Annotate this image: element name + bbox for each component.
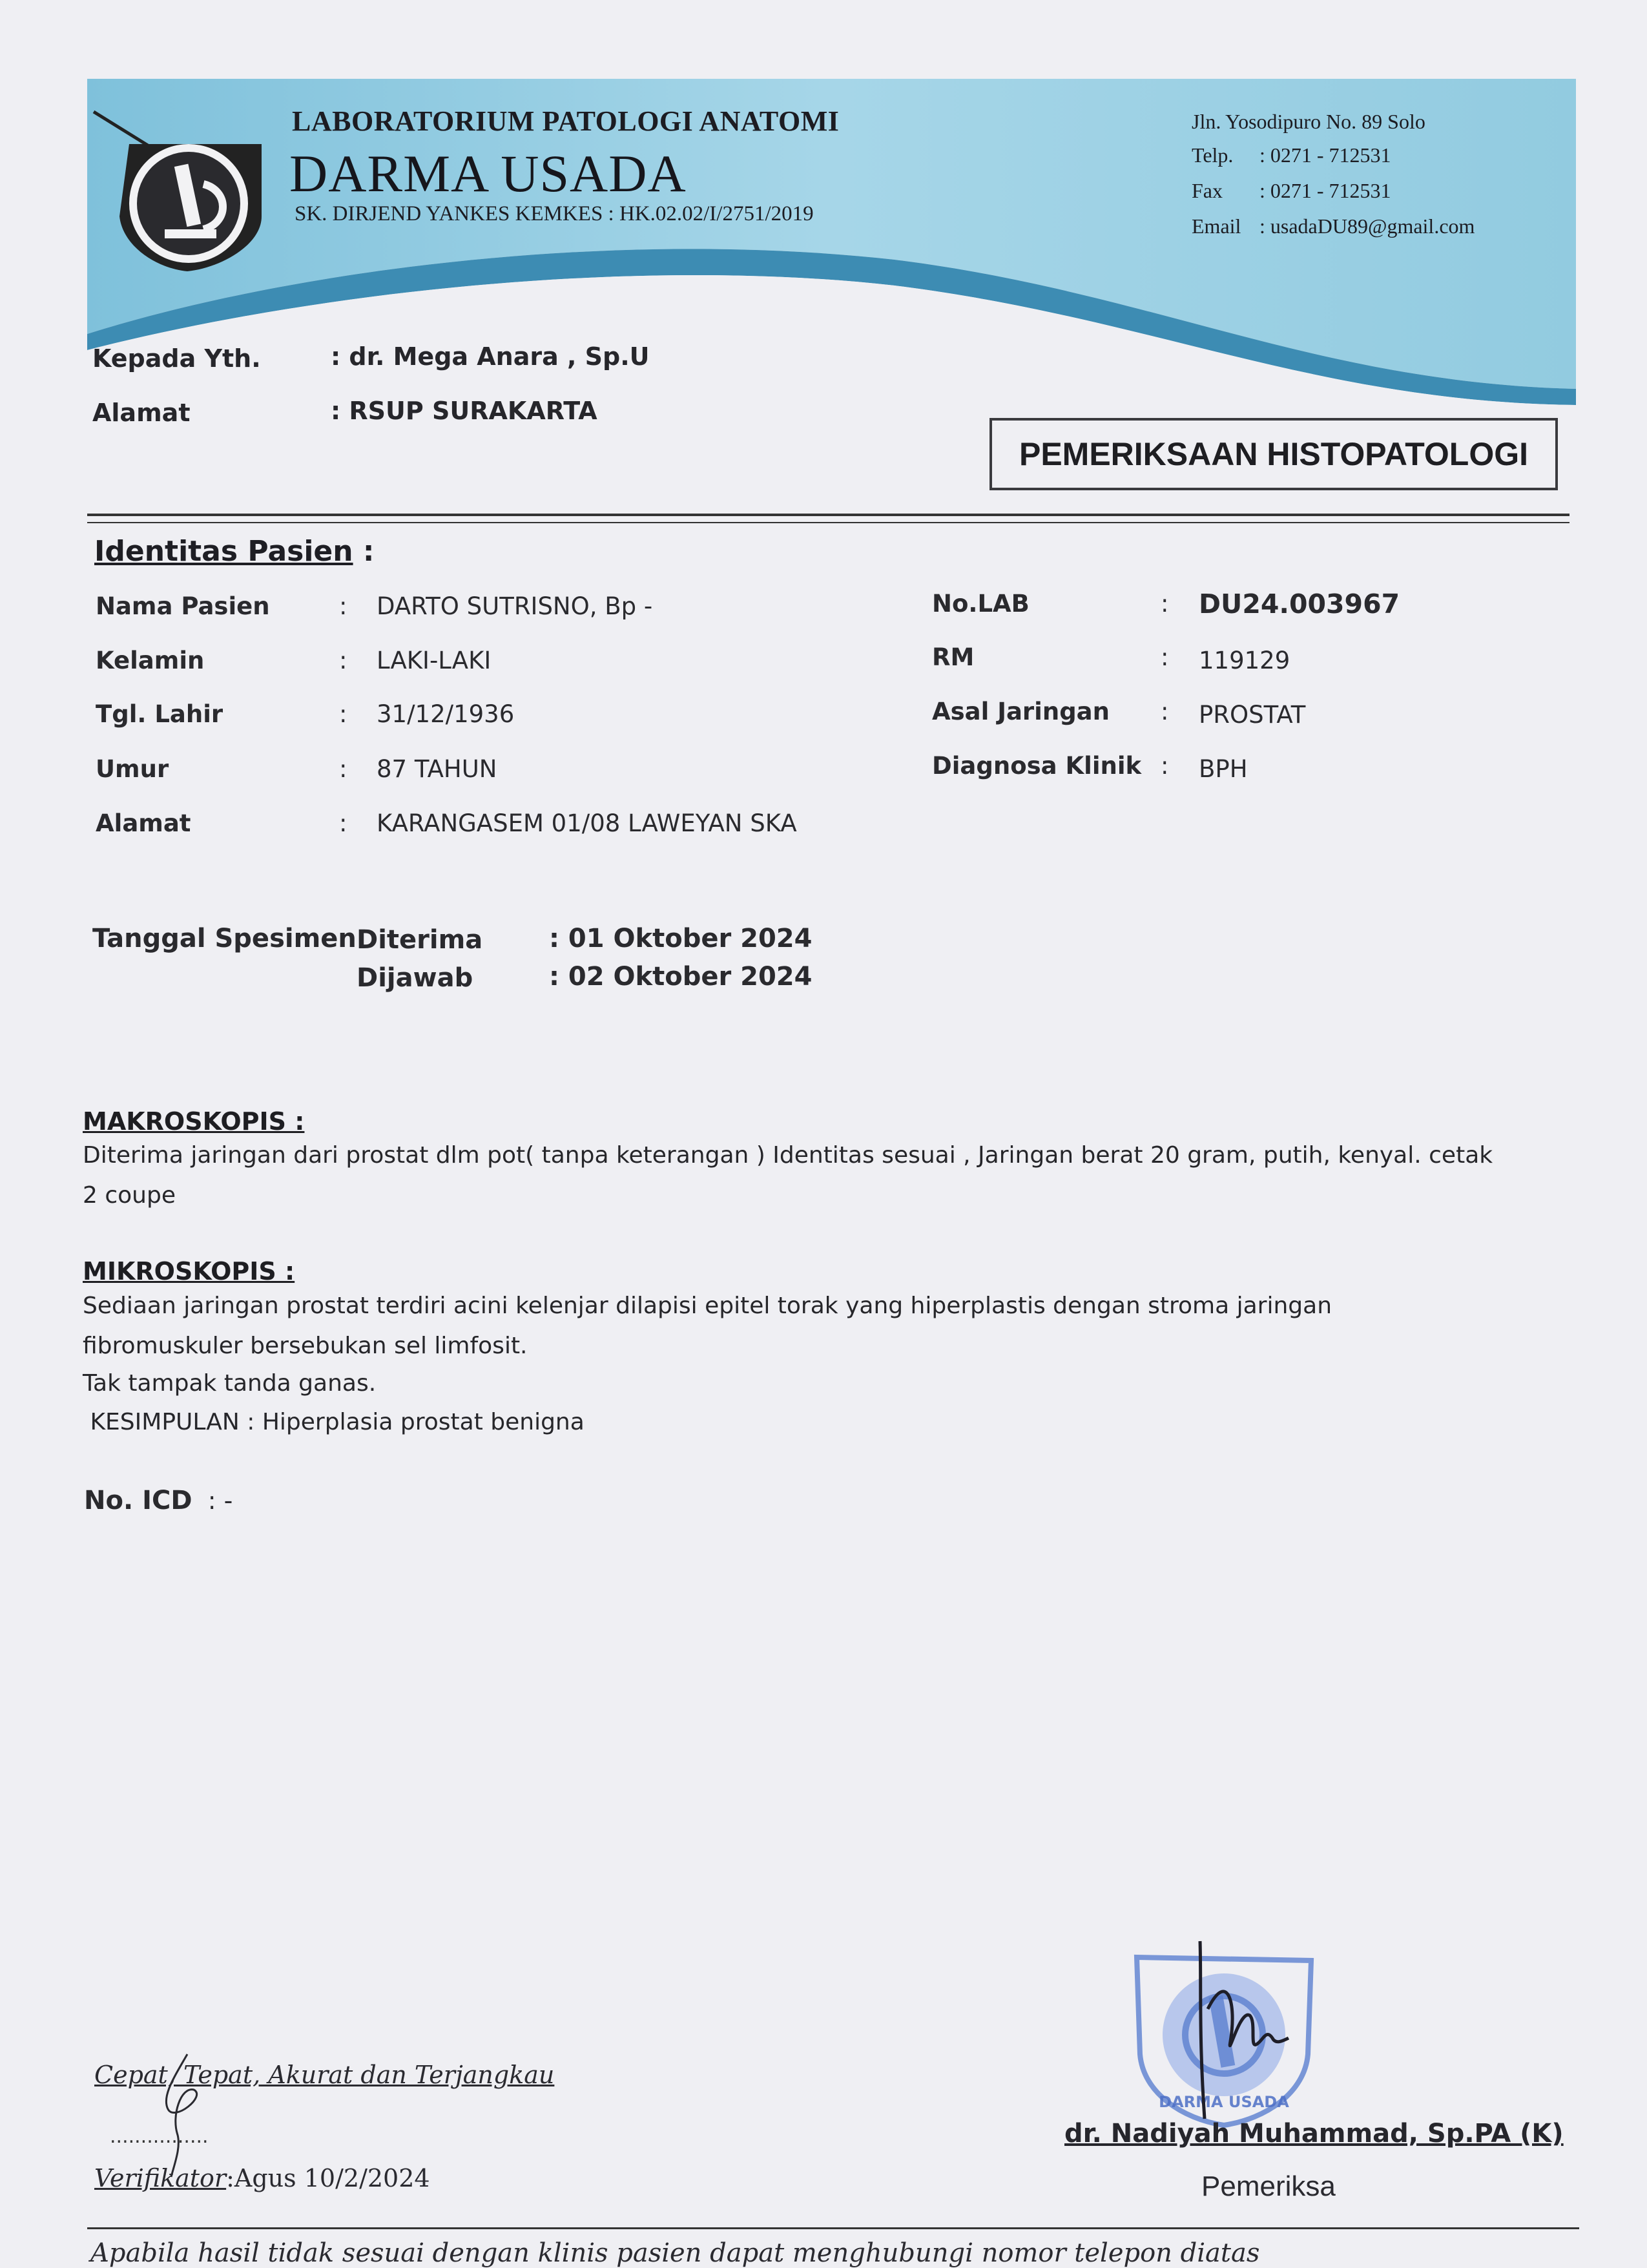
field-colon: :	[1161, 752, 1169, 780]
org-address: Jln. Yosodipuro No. 89 Solo	[1192, 110, 1425, 133]
identity-title-suffix: :	[353, 535, 375, 568]
divider-bottom	[87, 2227, 1579, 2229]
verifikator-label: Verifikator	[94, 2164, 227, 2192]
field-label: Nama Pasien	[96, 592, 270, 620]
doctor-name: dr. Nadiyah Muhammad, Sp.PA (K)	[1064, 2119, 1564, 2148]
field-value: 31/12/1936	[377, 700, 515, 728]
field-colon: :	[339, 592, 347, 620]
field-value: PROSTAT	[1199, 701, 1306, 729]
icd-label: No. ICD	[84, 1486, 192, 1515]
makroskopis-line2: 2 coupe	[83, 1182, 176, 1209]
org-fax	[1192, 179, 1391, 203]
email-label: Email	[1192, 214, 1241, 238]
field-label: Alamat	[96, 809, 191, 837]
received-label: Diterima	[357, 925, 483, 955]
field-value: 87 TAHUN	[377, 755, 497, 783]
mikroskopis-title: MIKROSKOPIS :	[83, 1257, 295, 1285]
org-line1: LABORATORIUM PATOLOGI ANATOMI	[292, 105, 840, 137]
field-value: DARTO SUTRISNO, Bp -	[377, 592, 653, 620]
verifikator	[94, 2164, 430, 2192]
mikroskopis-line2: fibromuskuler bersebukan sel limfosit.	[83, 1333, 528, 1359]
org-name: DARMA USADA	[289, 144, 687, 203]
mikroskopis-line1: Sediaan jaringan prostat terdiri acini kelenjar dilapisi epitel torak yang hiperplastis dengan stroma jaringan	[83, 1293, 1332, 1319]
received-value: : 01 Oktober 2024	[549, 924, 813, 953]
fax-label: Fax	[1192, 179, 1223, 202]
field-label: Umur	[96, 755, 169, 783]
icd-row	[84, 1486, 233, 1515]
to-label: Kepada Yth.	[92, 344, 261, 373]
telp-label: Telp.	[1192, 143, 1234, 167]
makroskopis-title: MAKROSKOPIS :	[83, 1107, 305, 1136]
email-value: : usadaDU89@gmail.com	[1259, 214, 1475, 238]
answered-value: : 02 Oktober 2024	[549, 962, 813, 992]
identity-title-text: Identitas Pasien	[94, 535, 353, 568]
official-stamp	[1117, 1931, 1337, 2138]
footer-note: Apabila hasil tidak sesuai dengan klinis pasien dapat menghubungi nomor telepon diatas	[90, 2238, 1260, 2268]
signature-dots: ................	[110, 2125, 209, 2148]
field-colon: :	[339, 700, 347, 728]
identity-title	[94, 535, 375, 568]
field-value: KARANGASEM 01/08 LAWEYAN SKA	[377, 809, 797, 837]
recipient-address-label: Alamat	[92, 399, 191, 427]
field-label: No.LAB	[932, 590, 1030, 618]
examiner-role: Pemeriksa	[1201, 2170, 1336, 2202]
field-label: Tgl. Lahir	[96, 700, 223, 728]
recipient-address-value: : RSUP SURAKARTA	[331, 397, 597, 425]
field-colon: :	[1161, 643, 1169, 671]
motto: Cepat, Tepat, Akurat dan Terjangkau	[94, 2061, 555, 2089]
field-value: BPH	[1199, 755, 1248, 783]
makroskopis-line1: Diterima jaringan dari prostat dlm pot( tanpa keterangan ) Identitas sesuai , Jaringan berat 20 gram, putih, kenyal. cetak	[83, 1142, 1493, 1169]
org-telp	[1192, 143, 1391, 167]
field-value: LAKI-LAKI	[377, 647, 492, 674]
specimen-label: Tanggal Spesimen	[92, 924, 357, 953]
field-value: 119129	[1199, 647, 1290, 674]
field-label: Kelamin	[96, 647, 205, 674]
report-title: PEMERIKSAAN HISTOPATOLOGI	[989, 418, 1558, 490]
field-colon: :	[339, 809, 347, 837]
field-label: Asal Jaringan	[932, 698, 1110, 725]
divider-top-thin	[87, 522, 1569, 523]
field-colon: :	[1161, 590, 1169, 618]
field-label: RM	[932, 643, 975, 671]
answered-label: Dijawab	[357, 963, 473, 993]
field-colon: :	[339, 647, 347, 674]
field-label: Diagnosa Klinik	[932, 752, 1142, 780]
verifikator-value: :Agus 10/2/2024	[226, 2164, 430, 2192]
fax-value: : 0271 - 712531	[1259, 179, 1391, 202]
org-license: SK. DIRJEND YANKES KEMKES : HK.02.02/I/2751/2019	[295, 202, 814, 225]
divider-top	[87, 514, 1569, 516]
icd-value: : -	[192, 1486, 233, 1515]
mikroskopis-line3: Tak tampak tanda ganas.	[83, 1370, 377, 1397]
lab-number-value: DU24.003967	[1199, 588, 1400, 619]
org-email	[1192, 214, 1475, 238]
verifikator-signature	[149, 2051, 226, 2180]
field-colon: :	[339, 755, 347, 783]
field-colon: :	[1161, 698, 1169, 725]
lab-logo	[90, 107, 284, 275]
telp-value: : 0271 - 712531	[1259, 143, 1391, 167]
stamp-label: DARMA USADA	[1159, 2093, 1289, 2111]
conclusion-line: KESIMPULAN : Hiperplasia prostat benigna	[83, 1409, 585, 1435]
to-value: : dr. Mega Anara , Sp.U	[331, 342, 650, 371]
